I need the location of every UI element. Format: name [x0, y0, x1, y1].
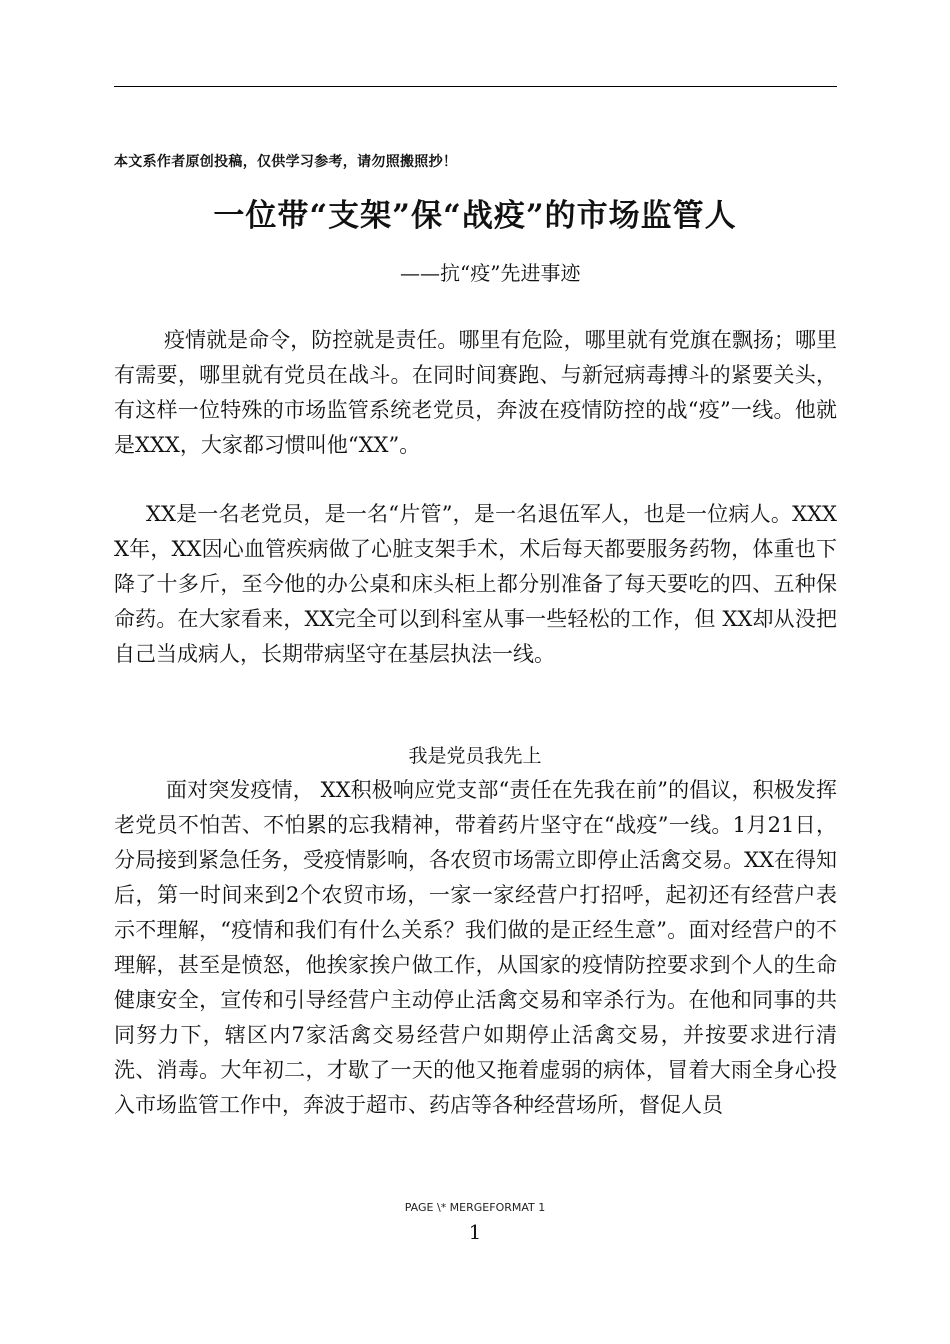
body-paragraph-1: 疫情就是命令，防控就是责任。哪里有危险，哪里就有党旗在飘扬；哪里有需要，哪里就有党员在战斗。在同时间赛跑、与新冠病毒搏斗的紧要关头，有这样一位特殊的市场监管系统老党员，奔波在疫情防控的战“疫”一线。他就是XXX，大家都习惯叫他“XX”。	[114, 328, 837, 457]
page-number: 1	[468, 1220, 482, 1244]
header-rule	[114, 86, 837, 87]
body-paragraph-2: XX是一名老党员，是一名“片管”，是一名退伍军人，也是一位病人。XXXX年，XX因心血管疾病做了心脏支架手术，术后每天都要服务药物，体重也下降了十多斤，至今他的办公桌和床头柜上都分别准备了每天要吃的四、五种保命药。在大家看来，XX完全可以到科室从事一些轻松的工作，但 XX却从没把自己当成病人，长期带病坚守在基层执法一线。	[114, 502, 837, 666]
section-heading: 我是党员我先上	[408, 745, 542, 767]
body-paragraph-3: 面对突发疫情， XX积极响应党支部“责任在先我在前”的倡议，积极发挥老党员不怕苦、不怕累的忘我精神，带着药片坚守在“战疫”一线。1月21日，分局接到紧急任务，受疫情影响，各农贸市场需立即停止活禽交易。XX在得知后，第一时间来到2个农贸市场，一家一家经营户打招呼，起初还有经营户表示不理解，“疫情和我们有什么关系？我们做的是正经生意”。面对经营户的不理解，甚至是愤怒，他挨家挨户做工作，从国家的疫情防控要求到个人的生命健康安全，宣传和引导经营户主动停止活禽交易和宰杀行为。在他和同事的共同努力下，辖区内7家活禽交易经营户如期停止活禽交易，并按要求进行清洗、消毒。大年初二，才歇了一天的他又拖着虚弱的病体，冒着大雨全身心投入市场监管工作中，奔波于超市、药店等各种经营场所，督促人员	[114, 778, 837, 1117]
document-subtitle: ——抗“疫”先进事迹	[400, 261, 581, 285]
footer-field-code: PAGE \* MERGEFORMAT 1	[404, 1201, 546, 1214]
copyright-notice: 本文系作者原创投稿，仅供学习参考，请勿照搬照抄！	[114, 154, 458, 170]
document-title: 一位带“支架”保“战疫”的市场监管人	[213, 198, 737, 234]
